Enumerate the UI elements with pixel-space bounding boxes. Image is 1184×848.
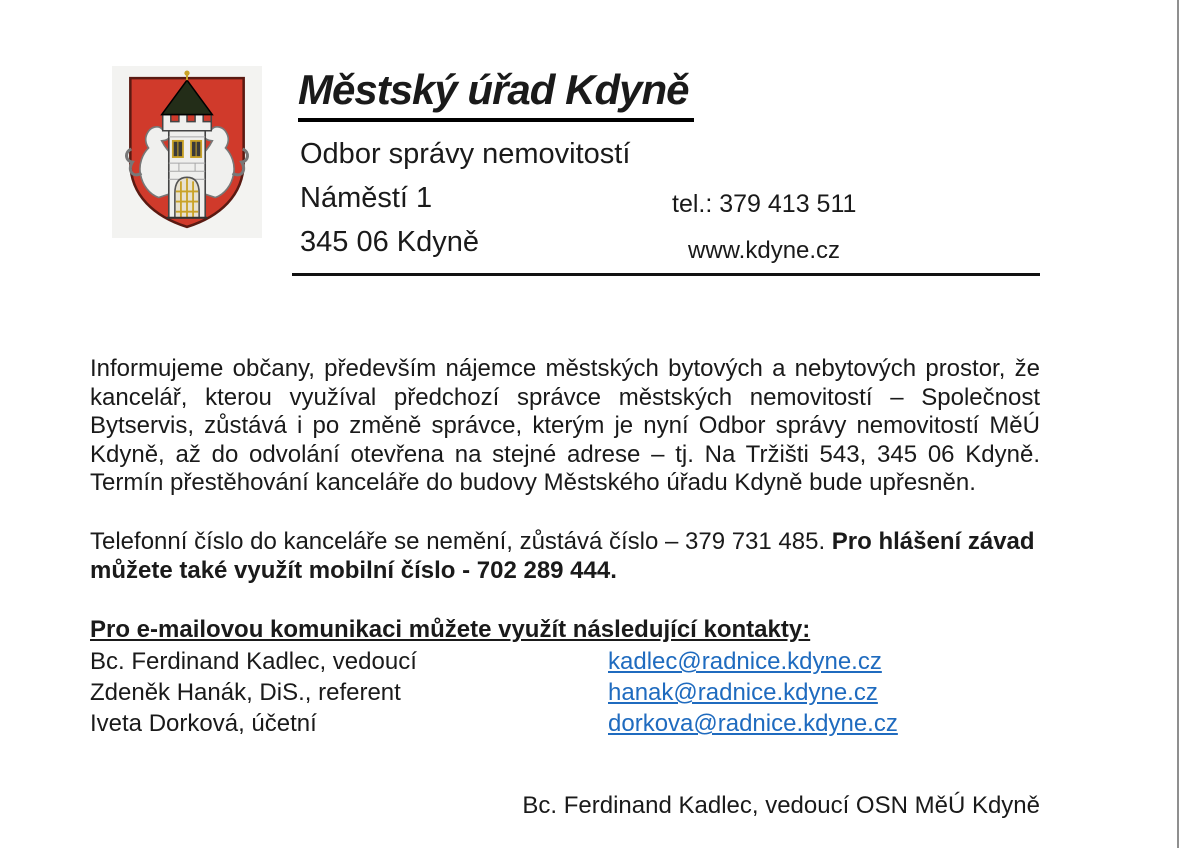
contacts-heading: Pro e-mailovou komunikaci můžete využít následující kontakty:	[90, 616, 811, 643]
city-crest-image	[112, 66, 262, 238]
signature-line: Bc. Ferdinand Kadlec, vedoucí OSN MěÚ Kdyně	[522, 792, 1040, 819]
address-city: 345 06 Kdyně	[300, 226, 479, 258]
header-divider	[292, 273, 1040, 276]
phone-info-normal: Telefonní číslo do kanceláře se nemění, zůstává číslo – 379 731 485.	[90, 528, 832, 555]
window-edge-line	[1177, 0, 1179, 848]
contact-row	[90, 677, 1040, 708]
contact-name: Iveta Dorková, účetní	[90, 710, 317, 737]
organization-title: Městský úřad Kdyně	[298, 66, 694, 122]
department-name: Odbor správy nemovitostí	[300, 138, 631, 170]
contact-email-link[interactable]: kadlec@radnice.kdyne.cz	[608, 648, 882, 675]
contact-email-link[interactable]: hanak@radnice.kdyne.cz	[608, 679, 878, 706]
contact-name: Zdeněk Hanák, DiS., referent	[90, 679, 401, 706]
kdyne-coat-of-arms-icon	[112, 66, 262, 238]
contact-name: Bc. Ferdinand Kadlec, vedoucí	[90, 648, 417, 675]
contact-row	[90, 708, 1040, 739]
website-url: www.kdyne.cz	[688, 237, 841, 264]
phone-info-paragraph	[90, 528, 1040, 585]
contact-email-link[interactable]: dorkova@radnice.kdyne.cz	[608, 710, 898, 737]
contact-row	[90, 646, 1040, 677]
phone-info-bold: Pro hlášení závad můžete také využít mobilní číslo - 702 289 444.	[90, 528, 1035, 584]
contacts-section	[90, 614, 1040, 739]
address-street: Náměstí 1	[300, 182, 433, 214]
phone-number: tel.: 379 413 511	[672, 190, 857, 218]
announcement-paragraph: Informujeme občany, především nájemce městských bytových a nebytových prostor, že kancelář, kterou využíval předchozí správce městských nemovitostí – Společnost Bytservis, zůstává i po změně správce, kterým je nyní Odbor správy nemovitostí MěÚ Kdyně, až do odvolání otevřena na stejné adrese – tj. Na Tržišti 543, 345 06 Kdyně. Termín přestěhování kanceláře do budovy Městského úřadu Kdyně bude upřesněn.	[90, 355, 1040, 496]
